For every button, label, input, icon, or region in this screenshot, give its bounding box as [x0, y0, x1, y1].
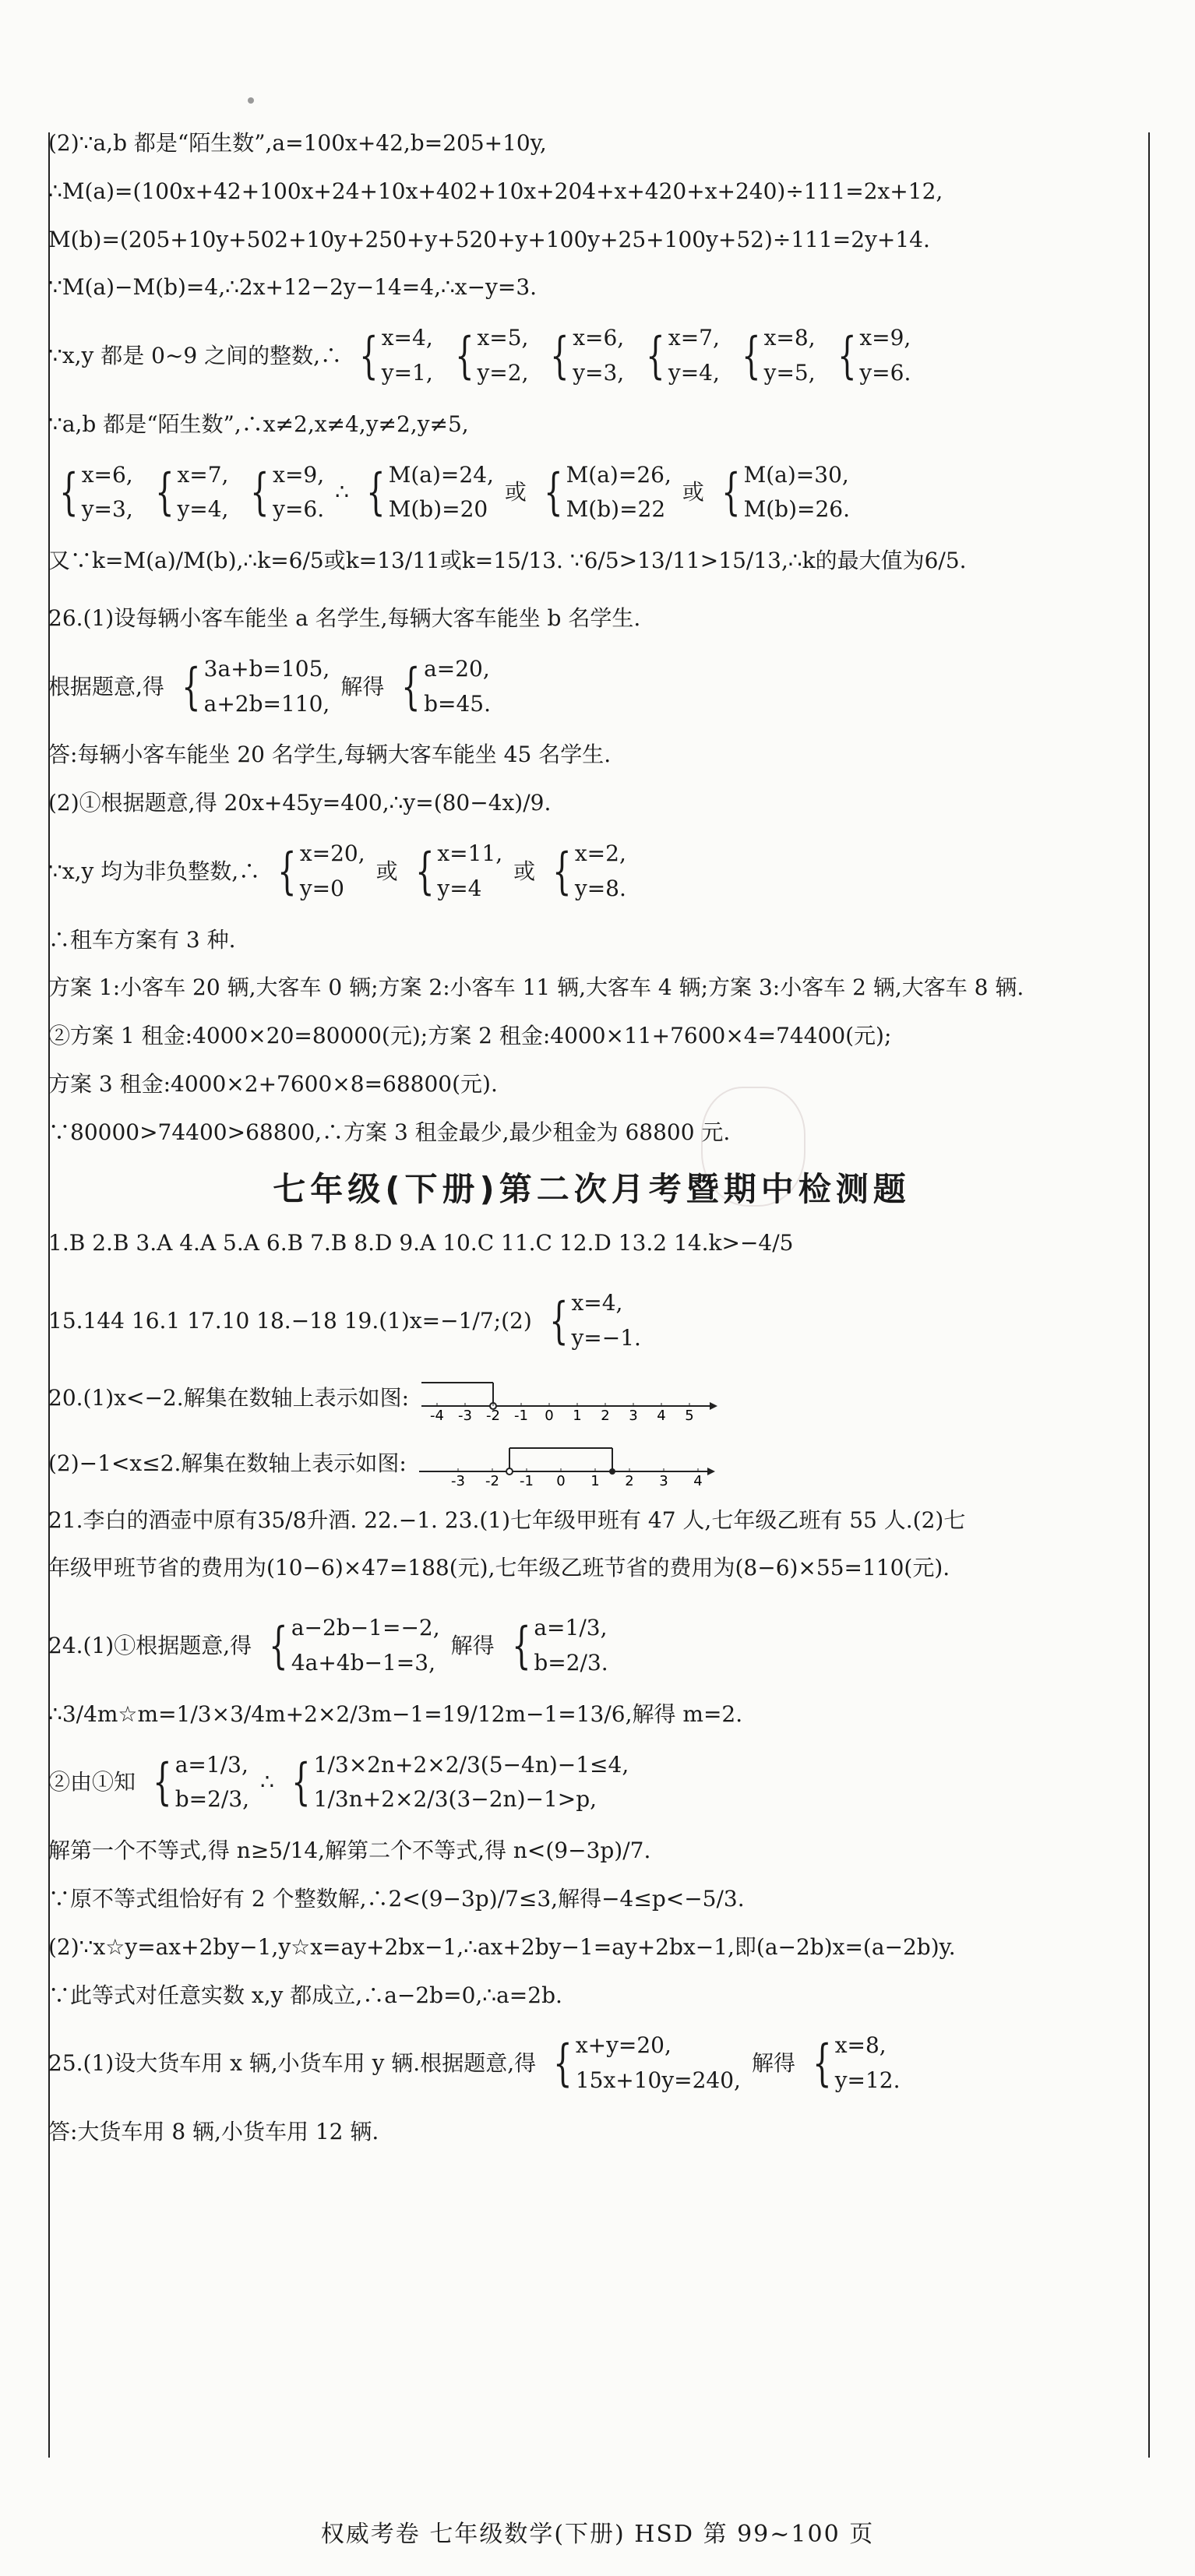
system: { x=9, y=6. [250, 461, 325, 523]
line: 答:大货车用 8 辆,小货车用 12 辆. [48, 2118, 379, 2144]
scan-dot [248, 97, 254, 104]
tick-label: 0 [556, 1472, 566, 1487]
line: 26.(1)设每辆小客车能坐 a 名学生,每辆大客车能坐 b 名学生. [48, 604, 641, 631]
system: { M(a)=30, M(b)=26. [721, 461, 851, 523]
number-line-2 [419, 1440, 715, 1487]
line: 方案 3 租金:4000×2+7600×8=68800(元). [48, 1070, 498, 1097]
system: { x=6, y=3, [59, 461, 133, 523]
line: 1.B 2.B 3.A 4.A 5.A 6.B 7.B 8.D 9.A 10.C 11.C 12.D 13.2 14.k>−4/5 [48, 1230, 794, 1256]
line: (2)①根据题意,得 20x+45y=400,∴y=(80−4x)/9. [48, 790, 552, 816]
tick-label: -3 [458, 1407, 473, 1422]
solutions-row-2: { x=6, y=3, { x=7, y=4, { x=9, y=6. ∴ { M(a)=24, M(b)=20 或 { M(a)=26, M(b)=22 或 { M(a)=30, M(b)=26. [48, 458, 1135, 528]
line: ∵80000>74400>68800,∴方案 3 租金最少,最少租金为 68800 元. [48, 1119, 731, 1145]
tick-label: 5 [685, 1407, 694, 1422]
system: { x=8, y=5, [742, 325, 816, 386]
q20-part2: (2)−1<x≤2.解集在数轴上表示如图: -3 -2 -1 0 1 2 3 4 [48, 1440, 1135, 1487]
system: { x=7, y=4, [154, 461, 229, 523]
tick-label: 2 [601, 1407, 610, 1422]
system: { x=7, y=4, [646, 325, 720, 386]
tick-label: 2 [625, 1472, 634, 1487]
section-title: 七年级(下册)第二次月考暨期中检测题 [273, 1169, 911, 1208]
tick-label: 3 [629, 1407, 638, 1422]
tick-label: 0 [545, 1407, 554, 1422]
tick-label: 3 [659, 1472, 668, 1487]
solutions-row-1: ∵x,y 都是 0~9 之间的整数,∴ { x=4, y=1, { x=5, y=2, { x=6, y=3, { x=7, y=4, { x=8, y=5, { x=9, y=6. [48, 321, 1135, 391]
q24-inequalities: ②由①知 { a=1/3, b=2/3, ∴ { 1/3×2n+2×2/3(5−4n)−1≤4, 1/3n+2×2/3(3−2n)−1>p, [48, 1751, 629, 1813]
line: 答:每辆小客车能坐 20 名学生,每辆大客车能坐 45 名学生. [48, 742, 612, 768]
tick-label: -3 [450, 1472, 465, 1487]
system: { x=5, y=2, [454, 325, 529, 386]
system: { M(a)=24, M(b)=20 [366, 461, 494, 523]
line: 方案 1:小客车 20 辆,大客车 0 辆;方案 2:小客车 11 辆,大客车 4 辆;方案 3:小客车 2 辆,大客车 8 辆. [48, 974, 1024, 1001]
line: ∴M(a)=(100x+42+100x+24+10x+402+10x+204+x+420+x+240)÷111=2x+12, [48, 178, 943, 204]
tick-label: -4 [430, 1407, 445, 1422]
q26-system: 根据题意,得 { 3a+b=105, a+2b=110, 解得 { a=20, b=45. [48, 655, 491, 717]
system: { x=4, y=1, [359, 325, 433, 386]
line: ②方案 1 租金:4000×20=80000(元);方案 2 租金:4000×11+7600×4=74400(元); [48, 1023, 892, 1049]
line: ∴3/4m☆m=1/3×3/4m+2×2/3m−1=19/12m−1=13/6,解得 m=2. [48, 1700, 743, 1727]
number-line-1 [421, 1375, 717, 1422]
line: 又∵k=M(a)/M(b),∴k=6/5或k=13/11或k=15/13. ∵6/5>13/11>15/13,∴k的最大值为6/5. [48, 548, 967, 574]
line: ∴租车方案有 3 种. [48, 926, 236, 953]
q20-part1: 20.(1)x<−2.解集在数轴上表示如图: -4 -3 -2 -1 0 1 2 3 4 5 [48, 1375, 1135, 1422]
page-footer: 权威考卷 七年级数学(下册) HSD 第 99~100 页 [320, 2521, 875, 2548]
q24-system: 24.(1)①根据题意,得 { a−2b−1=−2, 4a+4b−1=3, 解得 { a=1/3, b=2/3. [48, 1615, 608, 1676]
answer-content [48, 129, 1135, 2147]
tick-label: -1 [519, 1472, 534, 1487]
q15-19: 15.144 16.1 17.10 18.−18 19.(1)x=−1/7;(2) { x=4, y=−1. [48, 1290, 641, 1351]
system: { x=6, y=3, [550, 325, 625, 386]
tick-label: 4 [657, 1407, 666, 1422]
tick-label: -2 [485, 1472, 499, 1487]
system: { x=9, y=6. [837, 325, 911, 386]
tick-label: 1 [590, 1472, 600, 1487]
line: ∵此等式对任意实数 x,y 都成立,∴a−2b=0,∴a=2b. [48, 1982, 562, 2008]
system: { M(a)=26, M(b)=22 [544, 461, 672, 523]
tick-label: -2 [486, 1407, 501, 1422]
or-word: 或 [682, 479, 704, 506]
q26-plans: ∵x,y 均为非负整数,∴ { x=20, y=0 或 { x=11, y=4 或 { x=2, y=8. [48, 840, 626, 901]
tick-label: 4 [693, 1472, 703, 1487]
line: 年级甲班节省的费用为(10−6)×47=188(元),七年级乙班节省的费用为(8−6)×55=110(元). [48, 1555, 950, 1581]
tick-label: -1 [514, 1407, 529, 1422]
line: ∵a,b 都是“陌生数”,∴x≠2,x≠4,y≠2,y≠5, [48, 411, 469, 437]
line: 解第一个不等式,得 n≥5/14,解第二个不等式,得 n<(9−3p)/7. [48, 1838, 651, 1864]
q25-system: 25.(1)设大货车用 x 辆,小货车用 y 辆.根据题意,得 { x+y=20, 15x+10y=240, 解得 { x=8, y=12. [48, 2032, 901, 2094]
line: 21.李白的酒壶中原有35/8升酒. 22.−1. 23.(1)七年级甲班有 47 人,七年级乙班有 55 人.(2)七 [48, 1506, 966, 1533]
line: (2)∵a,b 都是“陌生数”,a=100x+42,b=205+10y, [48, 130, 547, 156]
line: (2)∵x☆y=ax+2by−1,y☆x=ay+2bx−1,∴ax+2by−1=ay+2bx−1,即(a−2b)x=(a−2b)y. [48, 1933, 956, 1960]
line: ∵M(a)−M(b)=4,∴2x+12−2y−14=4,∴x−y=3. [48, 274, 538, 301]
line: M(b)=(205+10y+502+10y+250+y+520+y+100y+25+100y+52)÷111=2y+14. [48, 226, 930, 252]
line: ∵原不等式组恰好有 2 个整数解,∴2<(9−3p)/7≤3,解得−4≤p<−5/3. [48, 1885, 745, 1912]
tick-label: 1 [573, 1407, 582, 1422]
